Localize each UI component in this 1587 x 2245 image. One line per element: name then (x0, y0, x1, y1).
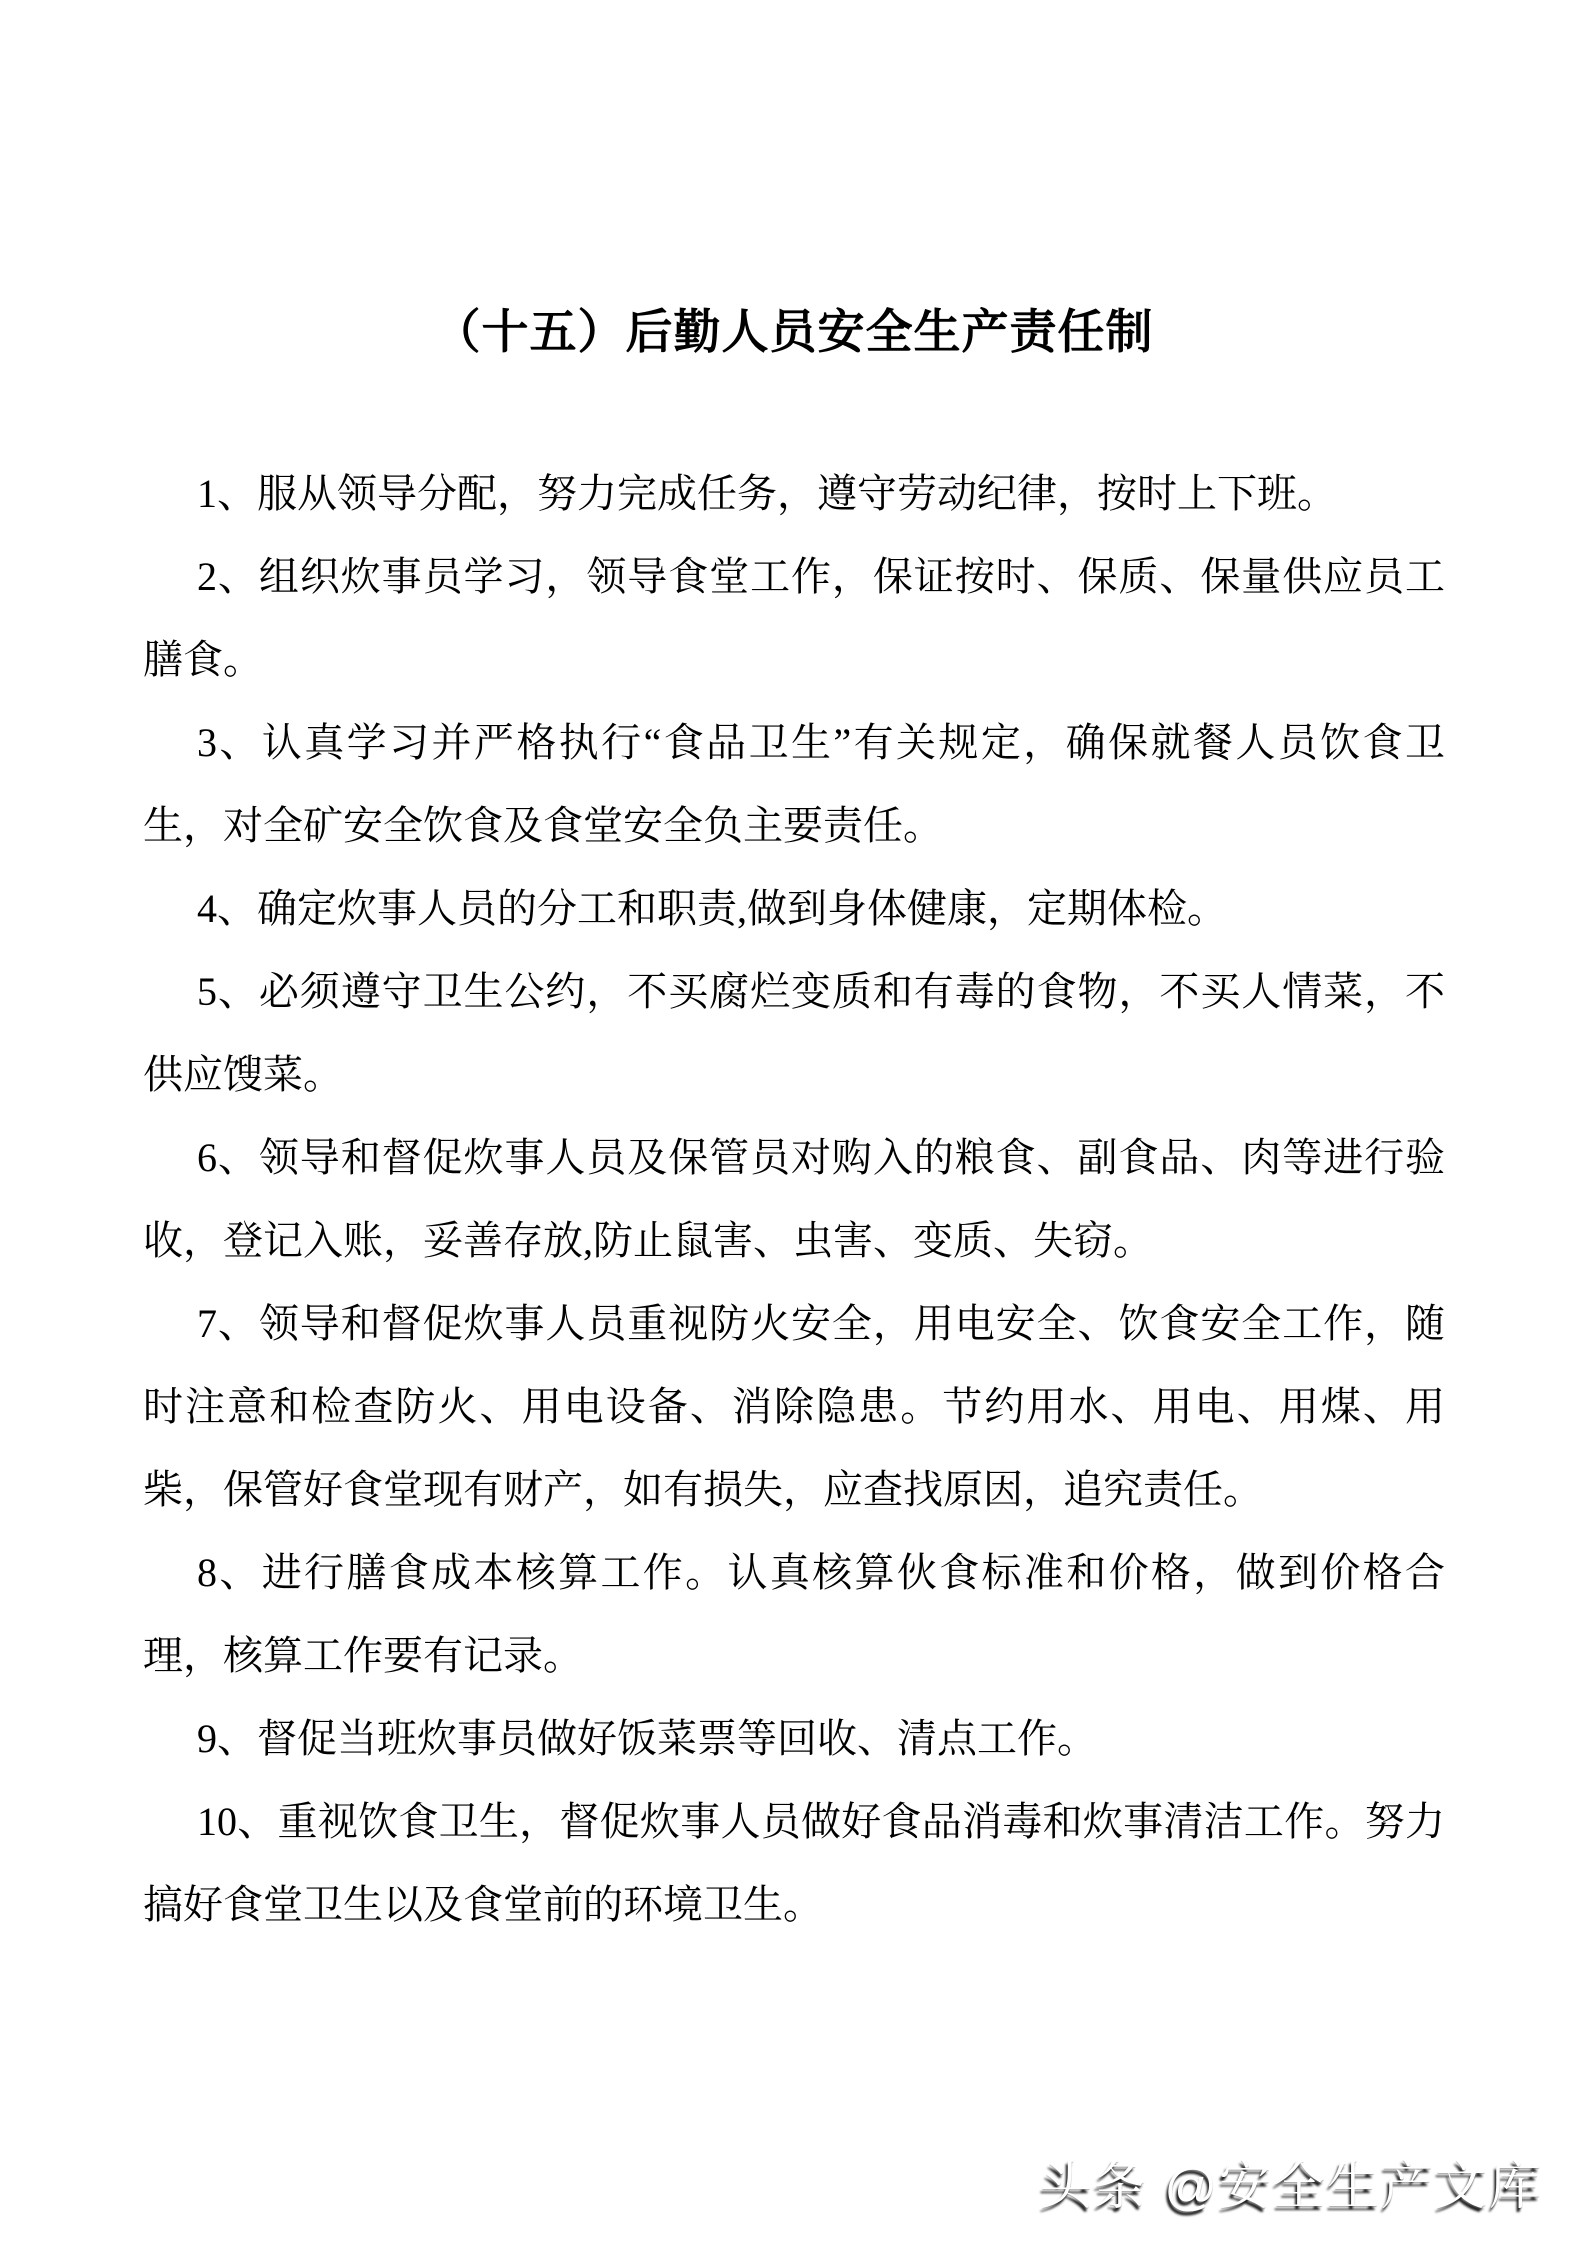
document-body (143, 452, 1445, 1946)
paragraph-item-4: 4、确定炊事人员的分工和职责,做到身体健康，定期体检。 (197, 886, 1227, 931)
paragraph-item-10: 10、重视饮食卫生，督促炊事人员做好食品消毒和炊事清洁工作。努力搞好食堂卫生以及食堂前的环境卫生。 (143, 1799, 1445, 1927)
paragraph-item-6: 6、领导和督促炊事人员及保管员对购入的粮食、副食品、肉等进行验收，登记入账，妥善存放,防止鼠害、虫害、变质、失窃。 (143, 1135, 1445, 1263)
paragraph-item-5: 5、必须遵守卫生公约，不买腐烂变质和有毒的食物，不买人情菜，不供应馊菜。 (143, 969, 1445, 1097)
toutiao-watermark: 头条 @安全生产文库 (1039, 2158, 1543, 2216)
paragraph-item-2: 2、组织炊事员学习，领导食堂工作，保证按时、保质、保量供应员工膳食。 (143, 554, 1445, 682)
paragraph-item-3: 3、认真学习并严格执行“食品卫生”有关规定，确保就餐人员饮食卫生，对全矿安全饮食及食堂安全负主要责任。 (143, 720, 1445, 848)
paragraph-item-9: 9、督促当班炊事员做好饭菜票等回收、清点工作。 (197, 1716, 1097, 1761)
paragraph-item-7: 7、领导和督促炊事人员重视防火安全，用电安全、饮食安全工作，随时注意和检查防火、用电设备、消除隐患。节约用水、用电、用煤、用柴，保管好食堂现有财产，如有损失，应查找原因，追究责任。 (143, 1301, 1445, 1512)
page-title: （十五）后勤人员安全生产责任制 (433, 307, 1154, 359)
paragraph-item-8: 8、进行膳食成本核算工作。认真核算伙食标准和价格，做到价格合理，核算工作要有记录。 (143, 1550, 1445, 1678)
paragraph-item-1: 1、服从领导分配，努力完成任务，遵守劳动纪律，按时上下班。 (197, 471, 1337, 516)
